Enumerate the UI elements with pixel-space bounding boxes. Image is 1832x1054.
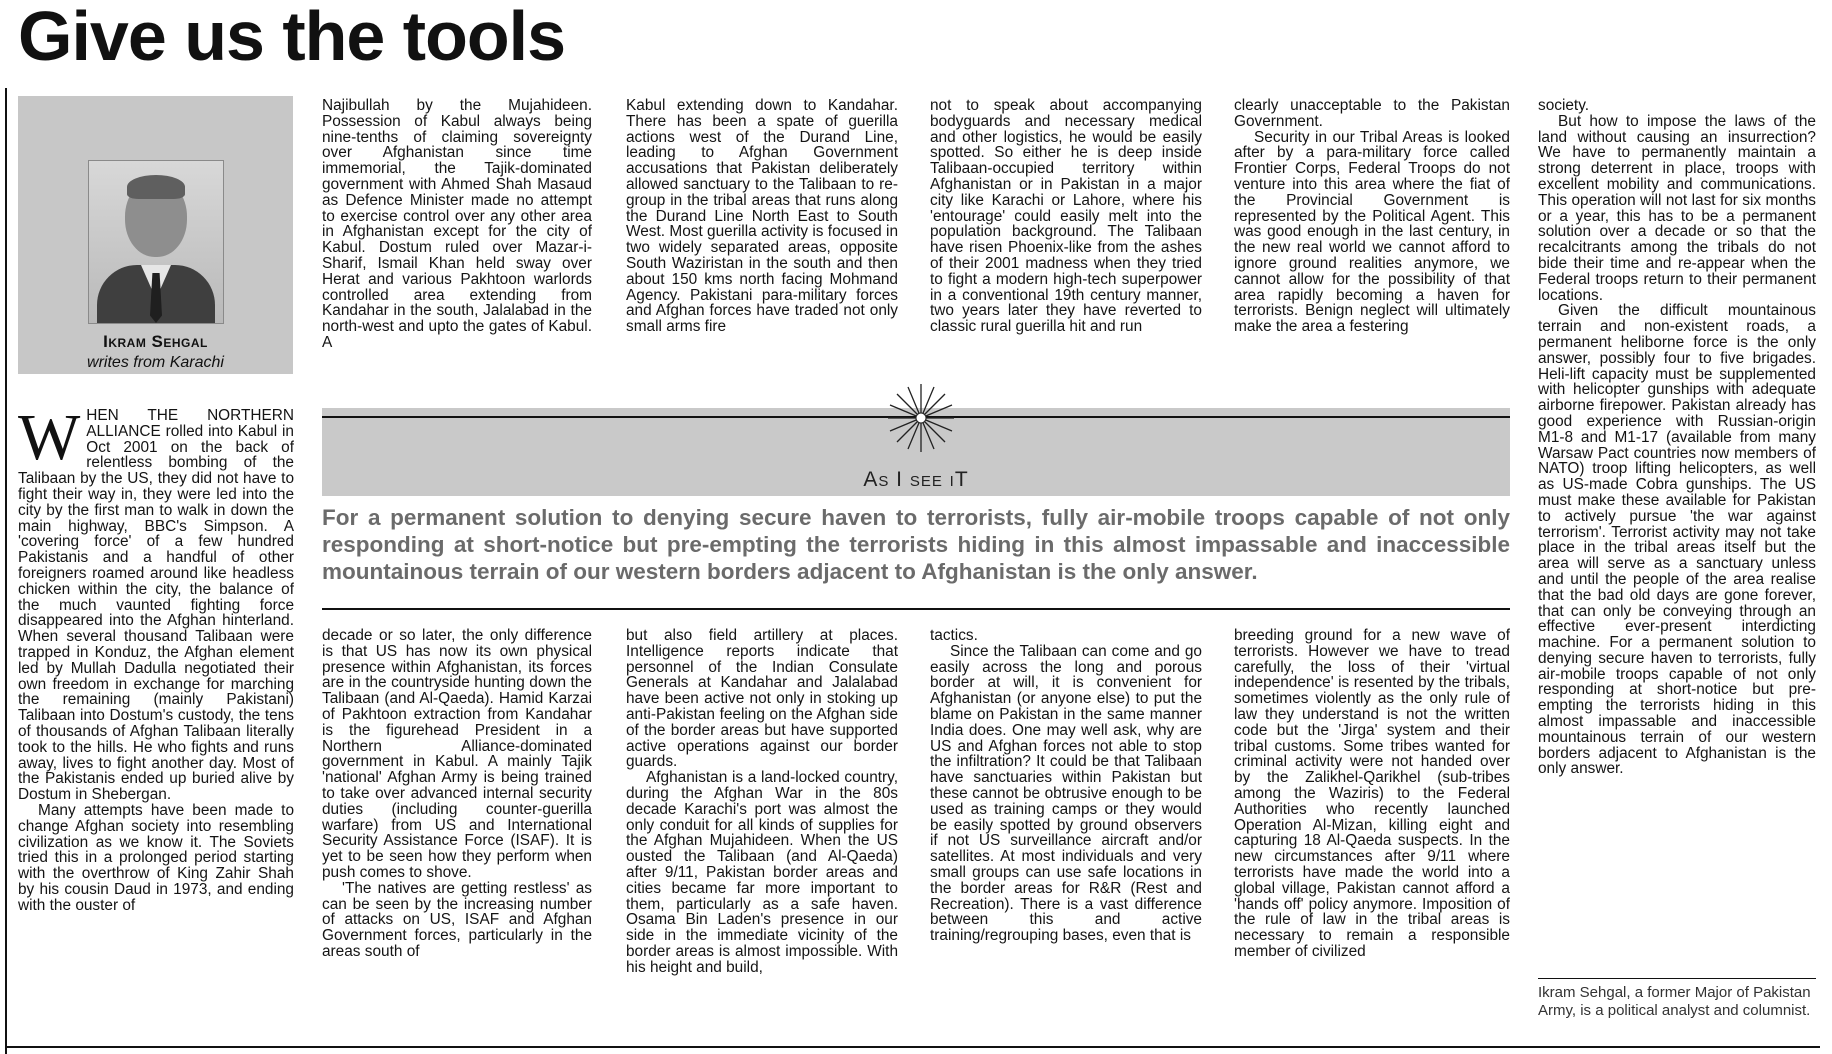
paragraph: Since the Talibaan can come and go easily across the long and porous border at will, it is convenient for Afghanistan (or anyone else) to put the blame on Pakistan in the same manner India does. One may well ask, why are US and Afghan forces not able to stop the infiltration? It could be that Talibaan have sanctuaries within Pakistan but these cannot be obtrusive enough to be used as training camps or they would be easily spotted by ground observers if not US surveillance aircraft and/or satellites. At most individuals and very small groups can use safe locations in the border areas for R&R (Rest and Recreation). There is a vast difference between this and active training/regrouping bases, even that is [930, 642, 1202, 945]
paragraph: Security in our Tribal Areas is looked after by a para-military force called Frontier Corps, Federal Troops do not venture into this area where the fiat of the Provincial Government is represented by the Political Agent. This was good enough in the last century, in the new real world we cannot afford to ignore ground realities anymore, we cannot allow for the possibility of that area rapidly becoming a haven for terrorists. Benign neglect will ultimately make the area a festering [1234, 128, 1510, 336]
paragraph: Given the difficult mountainous terrain and non-existent roads, a permanent heliborne force is the only answer, possibly four to five brigades. Heli-lift capacity must be supplemented with helicopter gunships with adequate airborne firepower. Pakistan already has good experience with Russian-origin M1-8 and M1-17 (available from many Warsaw Pact countries now members of NATO) troop lifting helicopters, as well as US-made Cobra gunships. The US must make these available for Pakistan to actively pursue 'the war against terrorism'. Terrorist activity may not take place in the tribal areas itself but the area will serve as a sanctuary unless and until the people of the area realise that the bad old days are gone forever, that can only be conveying through an effective ever-present interdicting machine. For a permanent solution to denying secure haven to terrorists, fully air-mobile troops capable of not only responding at short-notice but pre-empting the terrorists hiding in this almost impassable and inaccessible mountainous terrain of our western borders adjacent to Afghanistan is the only answer. [1538, 302, 1816, 778]
starburst-icon [886, 382, 956, 454]
author-location: writes from Karachi [87, 354, 224, 371]
column-5-top [1234, 98, 1510, 398]
column-6 [1538, 98, 1816, 974]
drop-cap: W [18, 408, 81, 474]
byline-box [18, 96, 293, 374]
column-3-bottom [626, 628, 898, 1042]
headline: Give us the tools [18, 0, 565, 75]
paragraph: clearly unacceptable to the Pakistan Government. [1234, 98, 1510, 130]
left-vertical-rule [5, 88, 7, 1054]
paragraph [18, 408, 294, 803]
paragraph: But how to impose the laws of the land without causing an insurrection? We have to permanently maintain a strong deterrent in place, troops with excellent mobility and communications. This operation will not last for six months or a year, this has to be a permanent solution over a decade or so that the recalcitrants among the tribals do not bide their time and re-appear when the Federal troops return to their permanent locations. [1538, 112, 1816, 304]
author-bio: Ikram Sehgal, a former Major of Pakistan Army, is a political analyst and columnist. [1538, 984, 1811, 1019]
paragraph: 'The natives are getting restless' as can be seen by the increasing number of attacks on US, ISAF and Afghan Government forces, particularly in the areas south of [322, 879, 592, 960]
column-4-top [930, 98, 1202, 398]
author-photo [88, 160, 224, 324]
paragraph: Najibullah by the Mujahideen. Possession of Kabul always being nine-tenths of claiming sovereignty over Afghanistan since time immemorial, the Tajik-dominated government with Ahmed Shah Masaud as Defence Minister made no attempt to exercise control over any other area in Afghanistan except for the city of Kabul. Dostum ruled over Mazar-i-Sharif, Ismail Khan held sway over Herat and various Pakhtoon warlords controlled area extending from Kandahar in the south, Jalalabad in the north-west and upto the gates of Kabul. A [322, 98, 592, 351]
paragraph: Afghanistan is a land-locked country, during the Afghan War in the 80s decade Karachi's port was almost the only conduit for all kinds of supplies for the Afghan Mujahideen. When the US ousted the Talibaan (and Al-Qaeda) after 9/11, Pakistan border areas and cities became far more important to them, particularly as a safe haven. Osama Bin Laden's presence in our side in the immediate vicinity of the border areas is almost impossible. With his height and build, [626, 769, 898, 976]
section-kicker: As I see iT [863, 468, 969, 491]
column-1 [18, 408, 294, 1044]
paragraph: not to speak about accompanying bodyguards and necessary medical and other logistics, he would be easily spotted. So either he is deep inside Talibaan-occupied territory within Afghanistan or in Pakistan in a major city like Karachi or Lahore, where his 'entourage' could easily melt into the population background. The Talibaan have risen Phoenix-like from the ashes of their 2001 madness when they tried to fight a modern high-tech superpower in a conventional 19th century manner, two years later they have reverted to classic rural guerilla hit and run [930, 98, 1202, 336]
author-name: Ikram Sehgal [103, 332, 208, 351]
paragraph: but also field artillery at places. Intelligence reports indicate that personnel of the Indian Consulate Generals at Kandahar and Jalalabad have been active not only in stoking up anti-Pakistan feeling on the Afghan side of the border areas but have supported active operations against our border guards. [626, 628, 898, 771]
pullquote: For a permanent solution to denying secure haven to terrorists, fully air-mobile troops capable of not only responding at short-notice but pre-empting the terrorists hiding in this almost impassable and inaccessible mountainous terrain of our western borders adjacent to Afghanistan is the only answer. [322, 505, 1510, 584]
lead-in: HEN THE NORTHERN ALLIANCE [86, 408, 294, 440]
paragraph: Kabul extending down to Kandahar. There has been a spate of guerilla actions west of the Durand Line, leading to Afghan Government accusations that Pakistan deliberately allowed sanctuary to the Talibaan to re-group in the tribal areas that runs along the Durand Line North East to South West. Most guerilla activity is focused in two widely separated areas, opposite South Waziristan in the south and then about 150 kms north facing Mohmand Agency. Pakistani para-military forces and Afghan forces have traded not only small arms fire [626, 98, 898, 336]
paragraph: decade or so later, the only difference is that US has now its own physical presence within Afghanistan, its forces are in the countryside hunting down the Talibaan (and Al-Qaeda). Hamid Karzai of Pakhtoon extraction from Kandahar is the figurehead President in a Northern Alliance-dominated government in Kabul. A mainly Tajik 'national' Afghan Army is being trained to take over advanced internal security duties (including counter-guerilla warfare) from US and International Security Assistance Force (ISAF). It is yet to be seen how they perform when push comes to shove. [322, 628, 592, 881]
pullquote-bottom-rule [322, 608, 1510, 610]
column-2-bottom [322, 628, 592, 1042]
paragraph: society. [1538, 98, 1590, 114]
bio-rule [1538, 978, 1816, 979]
bottom-rule [5, 1046, 1820, 1048]
column-5-bottom [1234, 628, 1510, 1042]
column-2-top [322, 98, 592, 398]
paragraph: Many attempts have been made to change Afghan society into resembling civilization as we know it. The Soviets tried this in a prolonged period starting with the overthrow of King Zahir Shah by his cousin Daud in 1973, and ending with the ouster of [18, 801, 294, 914]
paragraph: breeding ground for a new wave of terrorists. However we have to tread carefully, the loss of their 'virtual independence' is resented by the tribals, sometimes violently as the only rule of law they understand is not the written code but the 'Jirga' system and their tribal customs. Some tribes wanted for criminal activity were not handed over by the Zalikhel-Qarikhel (sub-tribes among the Waziris) to the Federal Authorities who recently launched Operation Al-Mizan, killing eight and capturing 18 Al-Qaeda suspects. In the new circumstances after 9/11 where terrorists have made the world into a global village, Pakistan cannot afford a 'hands off' policy anymore. Imposition of the rule of law in the tribal areas is necessary to remain a responsible member of civilized [1234, 628, 1510, 960]
column-3-top [626, 98, 898, 398]
paragraph: tactics. [930, 628, 978, 644]
column-4-bottom [930, 628, 1202, 1042]
paragraph-text: rolled into Kabul in Oct 2001 on the back of relentless bombing of the Talibaan by the US, they did not have to fight their way in, they were led into the city by the first man to walk in down the main highway, BBC's Simpson. A 'covering force' of a few hundred Pakistanis and a handful of other foreigners roamed around like headless chicken within the city, the balance of the much vaunted fighting force disappeared into the Afghan hinterland. When several thousand Talibaan were trapped in Konduz, the Afghan element led by Mullah Dadulla negotiated their own freedom in exchange for marching the remaining (mainly Pakistani) Talibaan into Dostum's custody, the tens of thousands of Afghan Talibaan literally took to the hills. He who fights and runs away, lives to fight another day. Most of the Pakistanis ended up buried alive by Dostum in Shebergan. [18, 422, 294, 804]
